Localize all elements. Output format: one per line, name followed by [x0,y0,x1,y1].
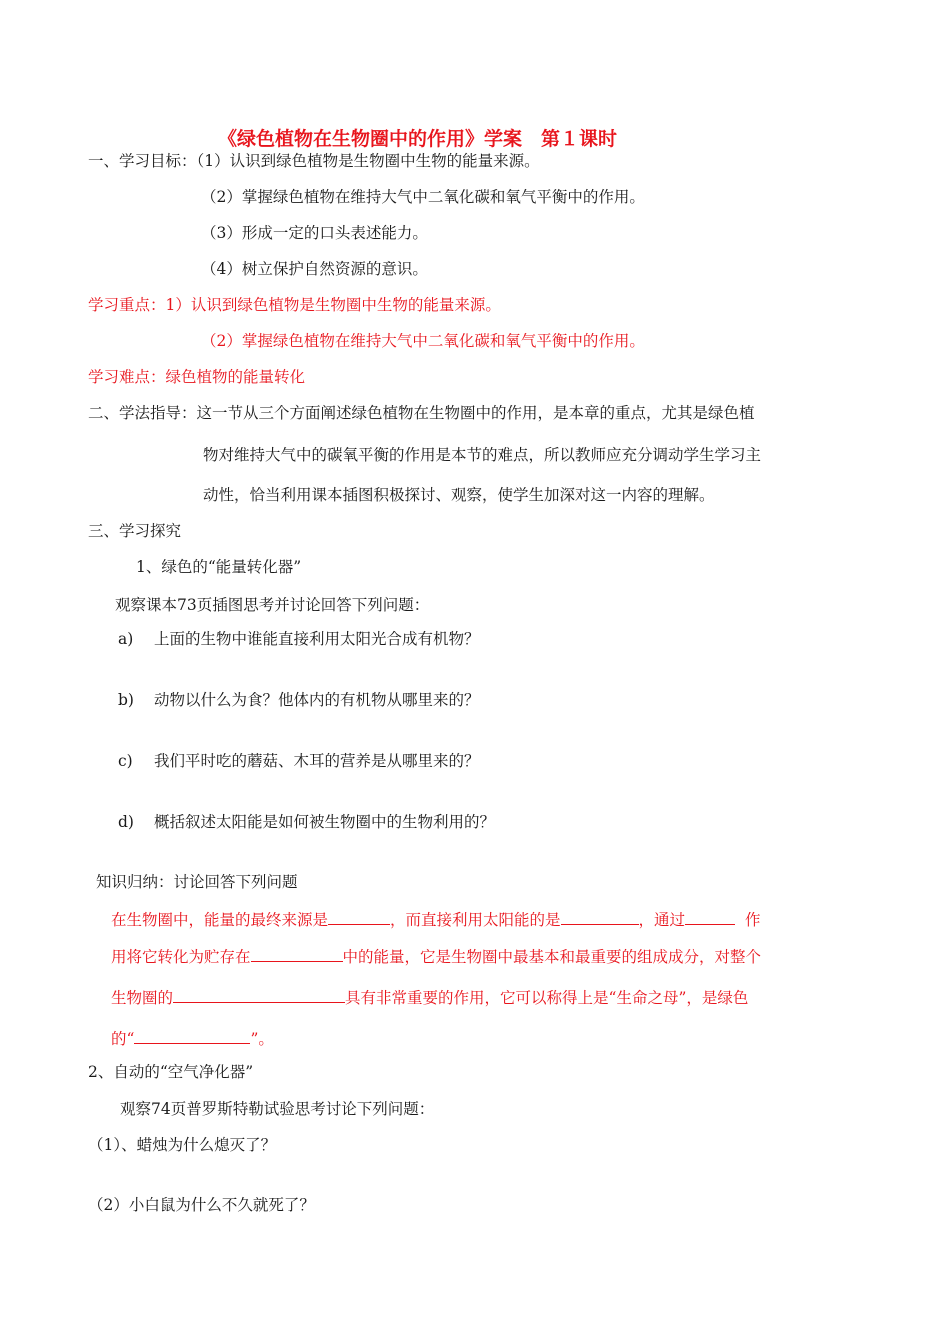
question-label: c) [118,752,133,770]
question-label: d) [118,813,134,831]
question-item [118,751,480,771]
difficulty-line: 学习难点：绿色植物的能量转化 [88,368,306,386]
answer-blank[interactable] [328,908,390,925]
section-2-heading: 2、自动的“空气净化器” [88,1063,254,1081]
section-1-intro: 观察课本73页插图思考并讨论回答下列问题： [115,596,430,614]
answer-blank[interactable] [685,908,735,925]
objective-item: （1）认识到绿色植物是生物圈中生物的能量来源。 [196,152,540,170]
summary-text: 具有非常重要的作用，它可以称得上是“生命之母”，是绿色 [345,989,749,1007]
answer-blank[interactable] [173,986,345,1003]
section-2-intro: 观察74页普罗斯特勒试验思考讨论下列问题： [120,1100,435,1118]
method-line-3: 动性，恰当利用课本插图积极探讨、观察，使学生加深对这一内容的理解。 [203,486,715,504]
question-item [118,812,495,832]
summary-heading: 知识归纳：讨论回答下列问题 [96,873,298,891]
method-line-2: 物对维持大气中的碳氧平衡的作用是本节的难点，所以教师应充分调动学生学习主 [203,446,762,464]
explore-heading: 三、学习探究 [88,522,182,540]
objectives-line-1 [88,151,540,171]
question-text: 动物以什么为食？他体内的有机物从哪里来的？ [154,691,480,709]
question-item [118,629,480,649]
summary-text: 用将它转化为贮存在 [111,948,251,966]
summary-text: 在生物圈中，能量的最终来源是 [111,911,329,929]
answer-blank[interactable] [561,908,639,925]
question-label: a) [118,630,134,648]
question-text: 概括叙述太阳能是如何被生物圈中的生物利用的？ [154,813,496,831]
summary-text: 作 [745,911,761,929]
objectives-label: 一、学习目标： [88,152,197,170]
summary-text: 中的能量，它是生物圈中最基本和最重要的组成成分，对整个 [342,948,762,966]
method-line-1: 二、学法指导：这一节从三个方面阐述绿色植物在生物圈中的作用，是本章的重点，尤其是绿色植 [88,404,755,422]
summary-text: 生物圈的 [111,989,174,1007]
question-label: b) [118,691,134,709]
summary-line-1 [111,908,761,930]
section-2-question: （1）、蜡烛为什么熄灭了？ [88,1136,277,1154]
summary-line-2 [111,945,761,967]
key-points-line-2: （2）掌握绿色植物在维持大气中二氧化碳和氧气平衡中的作用。 [201,332,645,350]
answer-blank[interactable] [134,1027,250,1044]
section-1-heading: 1、绿色的“能量转化器” [136,558,302,576]
objective-item: （3）形成一定的口头表述能力。 [201,224,428,242]
page-title: 《绿色植物在生物圈中的作用》学案 第１课时 [218,128,618,150]
summary-text: ，而直接利用太阳能的是 [390,911,561,929]
key-points-line-1: 学习重点：1）认识到绿色植物是生物圈中生物的能量来源。 [88,296,501,314]
objective-item: （2）掌握绿色植物在维持大气中二氧化碳和氧气平衡中的作用。 [201,188,645,206]
objective-item: （4）树立保护自然资源的意识。 [201,260,428,278]
answer-blank[interactable] [251,945,343,962]
summary-line-4 [111,1027,274,1049]
summary-line-3 [111,986,748,1008]
section-2-question: （2）小白鼠为什么不久就死了？ [88,1196,315,1214]
question-item [118,690,480,710]
summary-text: ”。 [250,1030,274,1048]
question-text: 我们平时吃的蘑菇、木耳的营养是从哪里来的？ [154,752,480,770]
summary-text: 的“ [111,1030,135,1048]
question-text: 上面的生物中谁能直接利用太阳光合成有机物？ [154,630,480,648]
summary-text: ，通过 [638,911,686,929]
